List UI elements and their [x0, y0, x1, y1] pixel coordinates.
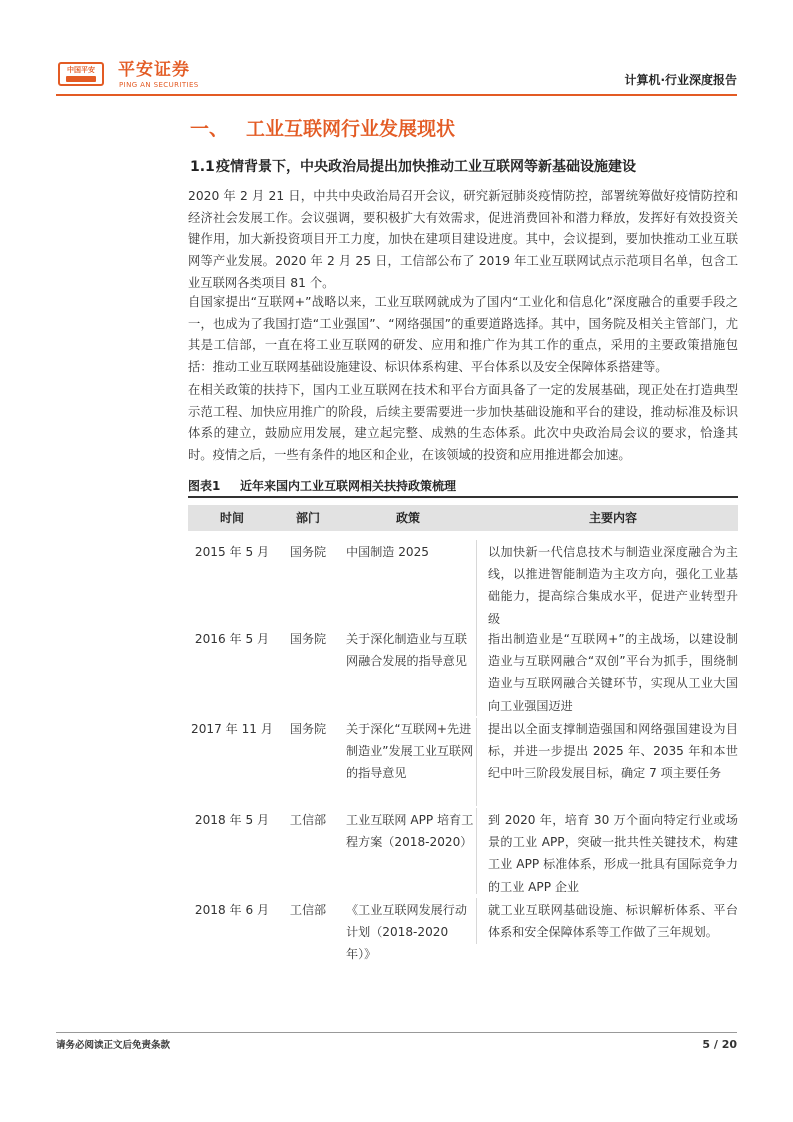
page-header	[56, 58, 737, 92]
cell-dept: 国务院	[289, 632, 327, 646]
header-policy: 政策	[395, 511, 420, 525]
paragraph-1: 2020 年 2 月 21 日，中共中央政治局召开会议，研究新冠肺炎疫情防控，部署统筹做好疫情防控和经济社会发展工作。会议强调，要积极扩大有效需求，促进消费回补和潜力释放，发挥好有效投资关键作用，加大新投资项目开工力度，加快在建项目建设进度。其中，会议提到，要加快推动工业互联网等产业发展。2020 年 2 月 25 日，工信部公布了 2019 年工业互联网试点示范项目名单，包含工业互联网各类项目 81 个。	[188, 189, 738, 290]
cell-content: 提出以全面支撑制造强国和网络强国建设为目标，并进一步提出 2025 年、2035 年和本世纪中叶三阶段发展目标，确定 7 项主要任务	[488, 722, 738, 781]
cell-content: 就工业互联网基础设施、标识解析体系、平台体系和安全保障体系等工作做了三年规划。	[488, 903, 738, 940]
cell-time: 2018 年 6 月	[194, 903, 270, 917]
header-time: 时间	[219, 511, 244, 525]
header-dept: 部门	[295, 511, 320, 525]
cell-content: 以加快新一代信息技术与制造业深度融合为主线，以推进智能制造为主攻方向，强化工业基础能力，提高综合集成水平，促进产业转型升级	[488, 545, 738, 626]
figure-label: 图表1	[188, 479, 221, 493]
cell-time: 2015 年 5 月	[194, 545, 270, 559]
footer-divider	[56, 1032, 737, 1033]
footer-disclaimer: 请务必阅读正文后免责条款	[56, 1040, 171, 1051]
cell-dept: 工信部	[289, 813, 327, 827]
section-heading	[190, 116, 455, 142]
subsection-heading	[190, 157, 636, 177]
cell-dept: 国务院	[289, 545, 327, 559]
subsection-number: 1.1	[190, 159, 215, 175]
cell-content: 指出制造业是“互联网+”的主战场，以建设制造业与互联网融合“双创”平台为抓手，围绕制造业与互联网融合关键环节，实现从工业大国向工业强国迈进	[488, 632, 738, 713]
cell-time: 2017 年 11 月	[191, 722, 273, 736]
brand-name-en: PING AN SECURITIES	[119, 81, 199, 89]
pingan-logo-icon	[58, 62, 104, 86]
header-content: 主要内容	[588, 511, 637, 525]
section-title: 工业互联网行业发展现状	[246, 118, 456, 140]
cell-policy: 《工业互联网发展行动计划（2018-2020 年）》	[346, 903, 467, 962]
header-divider	[56, 94, 737, 96]
report-type: 计算机·行业深度报告	[624, 73, 737, 87]
logo-text: 中国平安	[67, 66, 95, 74]
cell-policy: 关于深化制造业与互联网融合发展的指导意见	[346, 632, 467, 669]
figure-divider	[188, 496, 738, 498]
section-number: 一、	[190, 118, 229, 140]
paragraph-2: 自国家提出“互联网+”战略以来，工业互联网就成为了国内“工业化和信息化”深度融合的重要手段之一，也成为了我国打造“工业强国”、“网络强国”的重要道路选择。其中，国务院及相关主管部门，尤其是工信部，一直在将工业互联网的研发、应用和推广作为其工作的重点，采用的主要政策措施包括：推动工业互联网基础设施建设、标识体系构建、平台体系以及安全保障体系搭建等。	[188, 295, 738, 375]
cell-policy: 中国制造 2025	[346, 545, 429, 559]
page-number: 5 / 20	[702, 1038, 737, 1051]
brand-name: 平安证券	[118, 60, 190, 80]
cell-dept: 国务院	[289, 722, 327, 736]
figure-title: 近年来国内工业互联网相关扶持政策梳理	[240, 479, 457, 493]
cell-time: 2016 年 5 月	[194, 632, 270, 646]
cell-policy: 工业互联网 APP 培育工程方案（2018-2020）	[346, 813, 474, 850]
cell-content: 到 2020 年，培育 30 万个面向特定行业或场景的工业 APP，突破一批共性关键技术，构建工业 APP 标准体系，形成一批具有国际竞争力的工业 APP 企业	[488, 813, 738, 894]
cell-time: 2018 年 5 月	[194, 813, 270, 827]
table-header	[188, 505, 738, 531]
cell-dept: 工信部	[289, 903, 327, 917]
figure-caption	[188, 478, 456, 494]
cell-policy: 关于深化“互联网+先进制造业”发展工业互联网的指导意见	[346, 722, 474, 781]
paragraph-3: 在相关政策的扶持下，国内工业互联网在技术和平台方面具备了一定的发展基础，现正处在打造典型示范工程、加快应用推广的阶段，后续主要需要进一步加快基础设施和平台的建设，推动标准及标识体系的建立，鼓励应用发展，建立起完整、成熟的生态体系。此次中央政治局会议的要求，恰逢其时。疫情之后，一些有条件的地区和企业，在该领域的投资和应用推进都会加速。	[188, 383, 738, 463]
subsection-title: 疫情背景下，中央政治局提出加快推动工业互联网等新基础设施建设	[216, 159, 636, 175]
